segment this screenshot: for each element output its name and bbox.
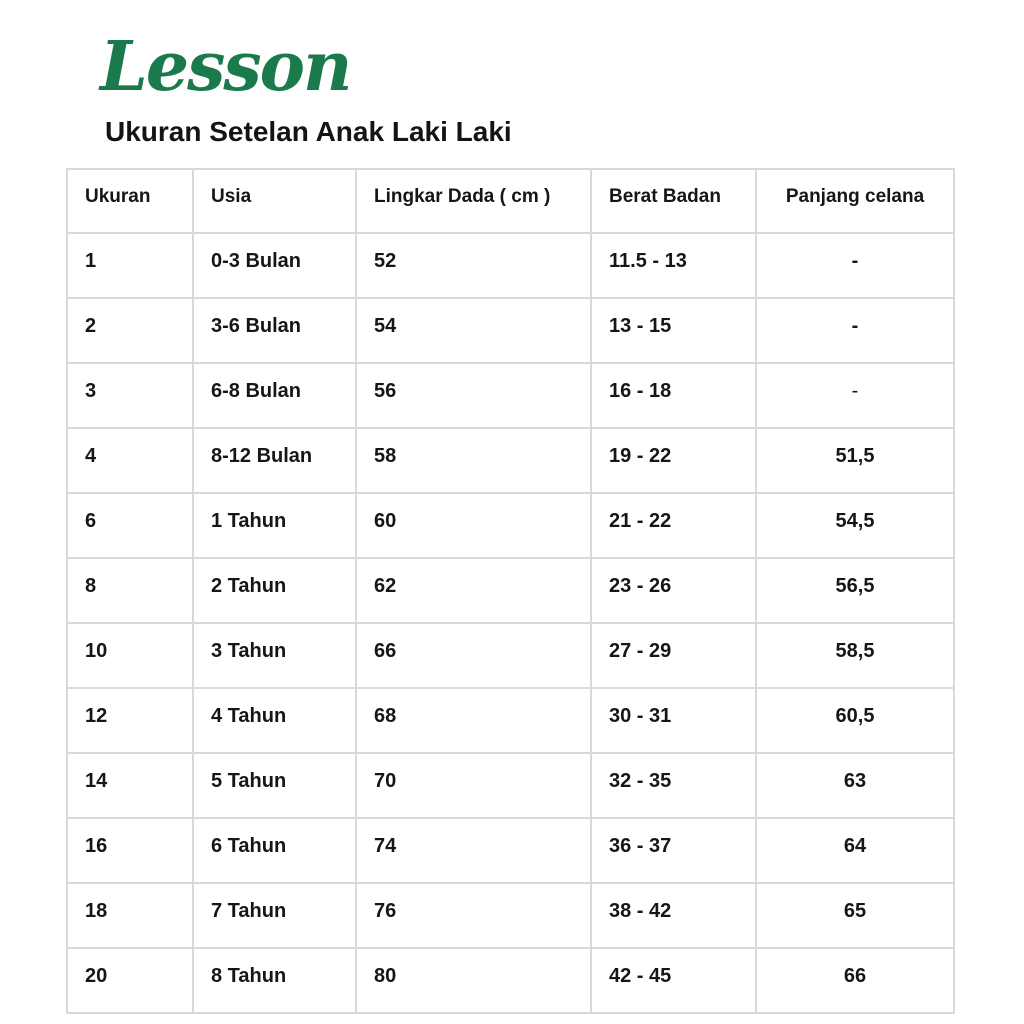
header-cell-ukuran: Ukuran xyxy=(67,169,193,233)
table-cell: 21 - 22 xyxy=(591,493,756,558)
table-cell: 30 - 31 xyxy=(591,688,756,753)
table-cell: 8 Tahun xyxy=(193,948,356,1013)
table-row xyxy=(67,428,954,493)
table-cell: 16 - 18 xyxy=(591,363,756,428)
table-cell: 42 - 45 xyxy=(591,948,756,1013)
table-cell: 52 xyxy=(356,233,591,298)
table-cell: 0-3 Bulan xyxy=(193,233,356,298)
table-cell: 60 xyxy=(356,493,591,558)
table-cell: 5 Tahun xyxy=(193,753,356,818)
table-row xyxy=(67,558,954,623)
table-row xyxy=(67,753,954,818)
table-cell: 32 - 35 xyxy=(591,753,756,818)
table-row xyxy=(67,818,954,883)
table-cell: 14 xyxy=(67,753,193,818)
table-cell: 68 xyxy=(356,688,591,753)
table-cell: 11.5 - 13 xyxy=(591,233,756,298)
table-row xyxy=(67,363,954,428)
table-cell: 1 xyxy=(67,233,193,298)
table-cell: 56,5 xyxy=(756,558,954,623)
table-cell: 4 xyxy=(67,428,193,493)
header-cell-usia: Usia xyxy=(193,169,356,233)
table-cell: 3 xyxy=(67,363,193,428)
table-cell: 6 Tahun xyxy=(193,818,356,883)
table-cell: 7 Tahun xyxy=(193,883,356,948)
table-cell: 66 xyxy=(356,623,591,688)
table-cell: 60,5 xyxy=(756,688,954,753)
table-cell: 54,5 xyxy=(756,493,954,558)
table-cell: - xyxy=(756,298,954,363)
table-row xyxy=(67,883,954,948)
header-cell-lingkar-dada: Lingkar Dada ( cm ) xyxy=(356,169,591,233)
table-cell: 70 xyxy=(356,753,591,818)
table-cell: 58 xyxy=(356,428,591,493)
table-cell: 56 xyxy=(356,363,591,428)
table-cell: 2 xyxy=(67,298,193,363)
header-cell-panjang-celana: Panjang celana xyxy=(756,169,954,233)
table-cell: 10 xyxy=(67,623,193,688)
table-cell: 27 - 29 xyxy=(591,623,756,688)
table-cell: 36 - 37 xyxy=(591,818,756,883)
table-cell: 6 xyxy=(67,493,193,558)
table-cell: 20 xyxy=(67,948,193,1013)
table-cell: 38 - 42 xyxy=(591,883,756,948)
table-cell: - xyxy=(756,363,954,428)
table-cell: 80 xyxy=(356,948,591,1013)
table-cell: 65 xyxy=(756,883,954,948)
table-cell: 51,5 xyxy=(756,428,954,493)
table-cell: 12 xyxy=(67,688,193,753)
table-cell: 8-12 Bulan xyxy=(193,428,356,493)
table-cell: 3-6 Bulan xyxy=(193,298,356,363)
table-cell: 74 xyxy=(356,818,591,883)
size-table-body xyxy=(67,233,954,1013)
table-cell: 58,5 xyxy=(756,623,954,688)
table-cell: 23 - 26 xyxy=(591,558,756,623)
header-cell-berat-badan: Berat Badan xyxy=(591,169,756,233)
table-cell: 19 - 22 xyxy=(591,428,756,493)
table-cell: 54 xyxy=(356,298,591,363)
table-header-row xyxy=(67,169,954,233)
size-table xyxy=(66,168,955,1014)
table-cell: 63 xyxy=(756,753,954,818)
table-cell: 18 xyxy=(67,883,193,948)
table-cell: 6-8 Bulan xyxy=(193,363,356,428)
table-cell: 4 Tahun xyxy=(193,688,356,753)
page-title: Ukuran Setelan Anak Laki Laki xyxy=(105,116,512,147)
table-row xyxy=(67,298,954,363)
brand-logo: Lesson xyxy=(100,27,351,107)
table-cell: 62 xyxy=(356,558,591,623)
table-cell: - xyxy=(756,233,954,298)
table-cell: 64 xyxy=(756,818,954,883)
table-row xyxy=(67,623,954,688)
table-cell: 8 xyxy=(67,558,193,623)
table-row xyxy=(67,233,954,298)
table-row xyxy=(67,688,954,753)
table-cell: 3 Tahun xyxy=(193,623,356,688)
table-cell: 2 Tahun xyxy=(193,558,356,623)
table-cell: 1 Tahun xyxy=(193,493,356,558)
table-cell: 16 xyxy=(67,818,193,883)
table-cell: 76 xyxy=(356,883,591,948)
table-row xyxy=(67,493,954,558)
table-cell: 66 xyxy=(756,948,954,1013)
table-row xyxy=(67,948,954,1013)
table-cell: 13 - 15 xyxy=(591,298,756,363)
